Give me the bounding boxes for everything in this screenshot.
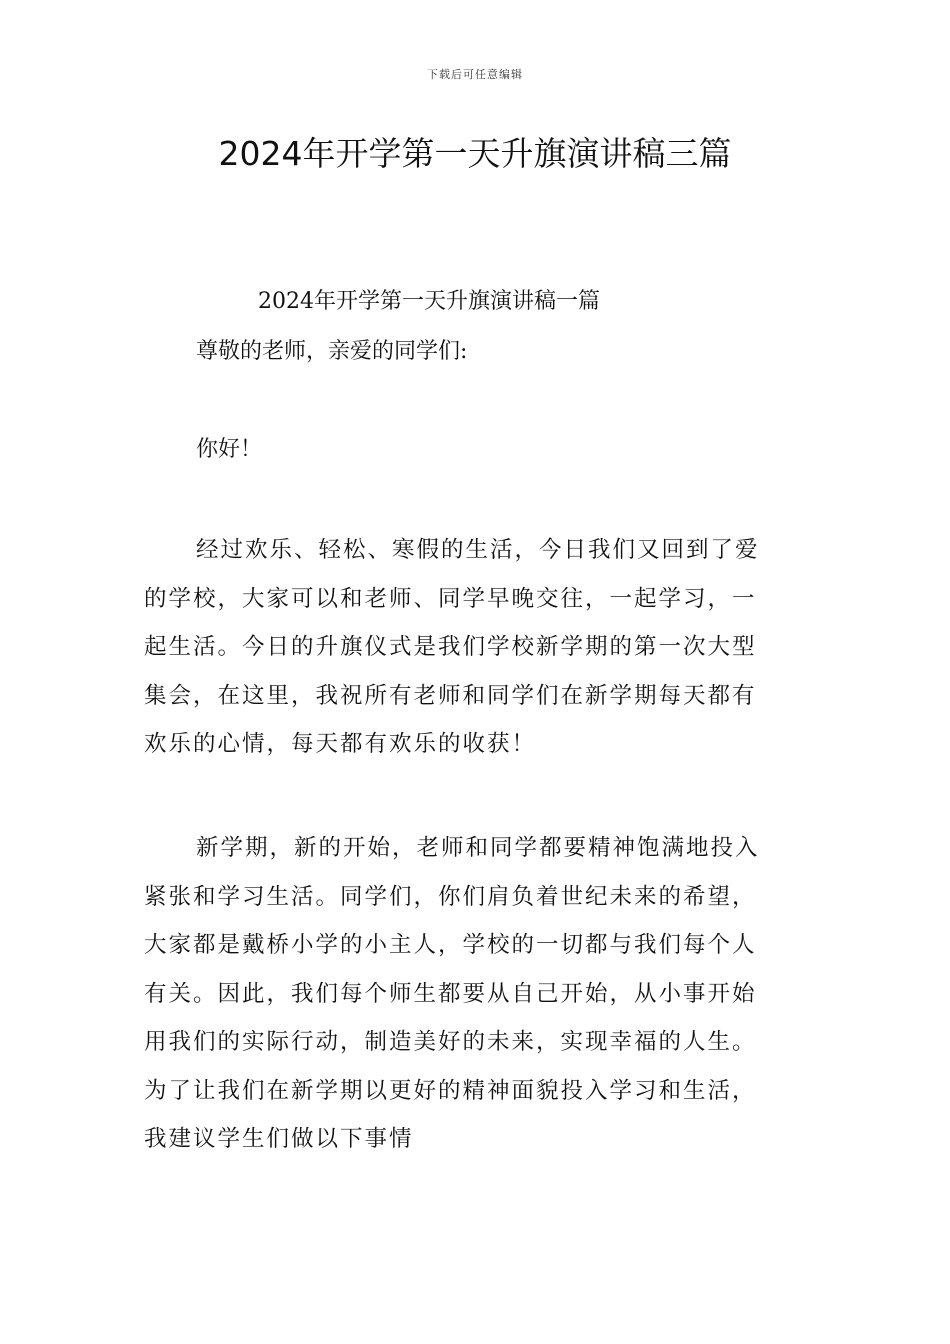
- paragraph-1: [144, 526, 814, 769]
- paragraph-line: 经过欢乐、轻松、寒假的生活，今日我们又回到了爱: [196, 537, 760, 563]
- paragraph-line: 起生活。今日的升旗仪式是我们学校新学期的第一次大型: [144, 634, 757, 660]
- paragraph-2: [144, 824, 814, 1164]
- header-note: 下载后可任意编辑: [427, 68, 523, 81]
- paragraph-line: 新学期，新的开始，老师和同学都要精神饱满地投入: [196, 835, 760, 861]
- paragraph-line: 紧张和学习生活。同学们，你们肩负着世纪未来的希望，: [144, 883, 757, 910]
- paragraph-line: 欢乐的心情，每天都有欢乐的收获！: [144, 731, 537, 757]
- paragraph-line: 我建议学生们做以下事情: [144, 1126, 414, 1152]
- paragraph-line: 为了让我们在新学期以更好的精神面貌投入学习和生活，: [144, 1077, 757, 1104]
- paragraph-line: 集会，在这里，我祝所有老师和同学们在新学期每天都有: [144, 682, 757, 709]
- paragraph-line: 大家都是戴桥小学的小主人，学校的一切都与我们每个人: [144, 932, 757, 958]
- paragraph-line: 的学校，大家可以和老师、同学早晚交往，一起学习，一: [144, 585, 757, 612]
- hello-line: 你好！: [196, 437, 263, 462]
- speech-subtitle: 2024年开学第一天升旗演讲稿一篇: [258, 289, 600, 314]
- paragraph-line: 用我们的实际行动，制造美好的未来，实现幸福的人生。: [144, 1029, 757, 1055]
- greeting-line: 尊敬的老师，亲爱的同学们:: [196, 339, 468, 364]
- document-title: 2024年开学第一天升旗演讲稿三篇: [218, 134, 732, 173]
- paragraph-line: 有关。因此，我们每个师生都要从自己开始，从小事开始: [144, 980, 757, 1007]
